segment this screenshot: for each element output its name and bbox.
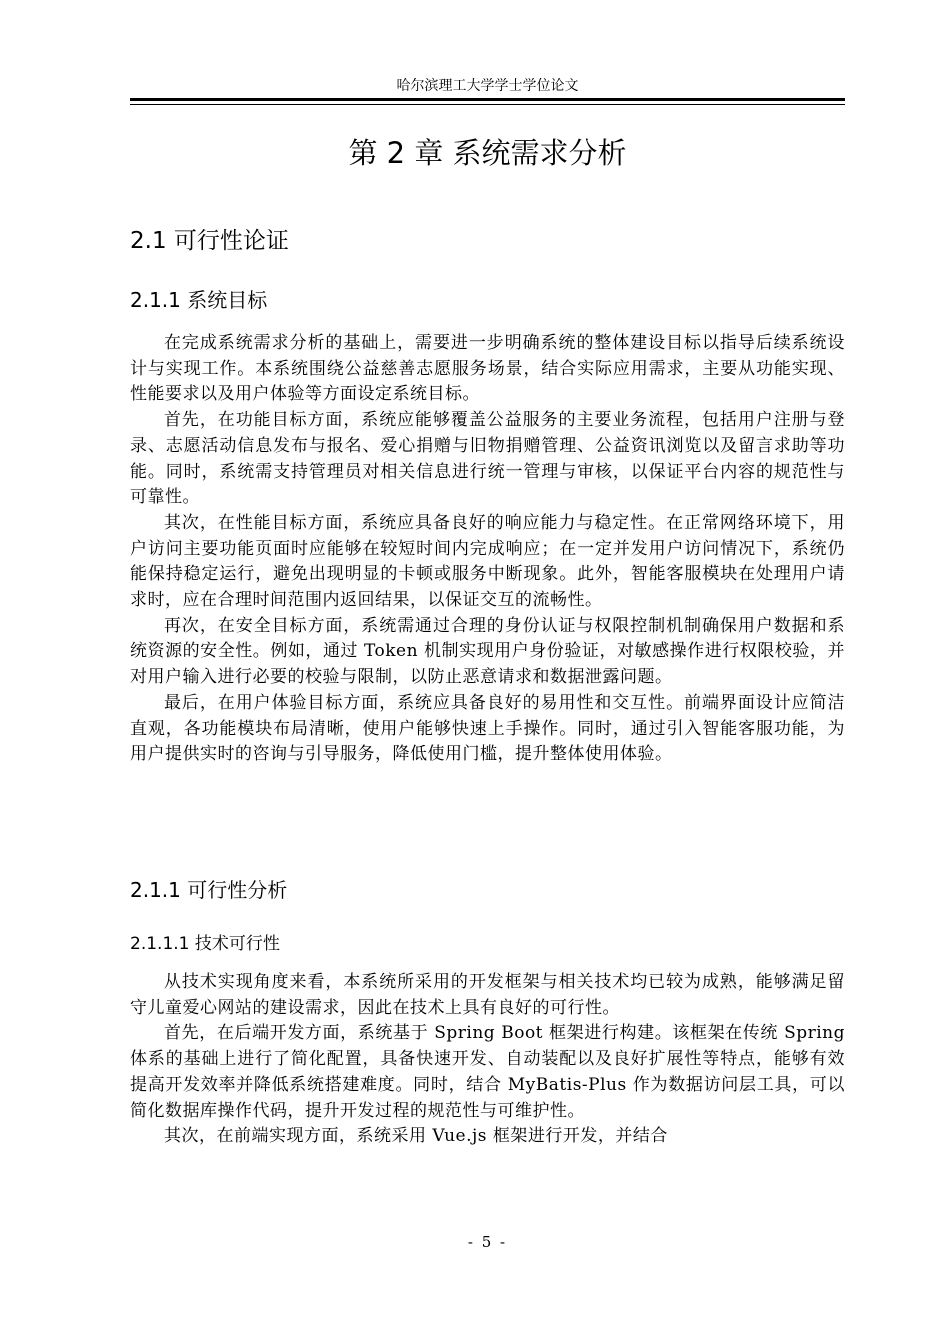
paragraph: 最后，在用户体验目标方面，系统应具备良好的易用性和交互性。前端界面设计应简洁直观，各功能模块布局清晰，使用户能够快速上手操作。同时，通过引入智能客服功能，为用户提供实时的咨询与引导服务，降低使用门槛，提升整体使用体验。 bbox=[130, 692, 845, 765]
header-rule-thick bbox=[130, 98, 845, 101]
chapter-title: 第 2 章 系统需求分析 bbox=[348, 136, 627, 170]
header-rule-thin bbox=[130, 104, 845, 105]
paragraph: 首先，在功能目标方面，系统应能够覆盖公益服务的主要业务流程，包括用户注册与登录、志愿活动信息发布与报名、爱心捐赠与旧物捐赠管理、公益资讯浏览以及留言求助等功能。同时，系统需支持管理员对相关信息进行统一管理与审核，以保证平台内容的规范性与可靠性。 bbox=[130, 410, 845, 508]
paragraph: 在完成系统需求分析的基础上，需要进一步明确系统的整体建设目标以指导后续系统设计与实现工作。本系统围绕公益慈善志愿服务场景，结合实际应用需求，主要从功能实现、性能要求以及用户体验等方面设定系统目标。 bbox=[130, 333, 845, 405]
running-header: 哈尔滨理工大学学士学位论文 bbox=[396, 78, 579, 94]
section-heading-system-goals: 2.1.1 系统目标 bbox=[130, 288, 268, 312]
paragraph: 从技术实现角度来看，本系统所采用的开发框架与相关技术均已较为成熟，能够满足留守儿童爱心网站的建设需求，因此在技术上具有良好的可行性。 bbox=[130, 972, 845, 1018]
section-heading-technical-feasibility: 2.1.1.1 技术可行性 bbox=[130, 934, 280, 954]
system-goals-body bbox=[130, 331, 845, 768]
paragraph: 首先，在后端开发方面，系统基于 Spring Boot 框架进行构建。该框架在传统 Spring 体系的基础上进行了简化配置，具备快速开发、自动装配以及良好扩展性等特点，能够有效提高开发效率并降低系统搭建难度。同时，结合 MyBatis-Plus 作为数据访问层工具，可以简化数据库操作代码，提升开发过程的规范性与可维护性。 bbox=[130, 1023, 845, 1121]
technical-feasibility-body bbox=[130, 970, 845, 1150]
paragraph: 再次，在安全目标方面，系统需通过合理的身份认证与权限控制机制确保用户数据和系统资源的安全性。例如，通过 Token 机制实现用户身份验证，对敏感操作进行权限校验，并对用户输入进行必要的校验与限制，以防止恶意请求和数据泄露问题。 bbox=[130, 615, 845, 688]
section-heading-feasibility-analysis: 2.1.1 可行性分析 bbox=[130, 878, 288, 902]
paragraph: 其次，在性能目标方面，系统应具备良好的响应能力与稳定性。在正常网络环境下，用户访问主要功能页面时应能够在较短时间内完成响应；在一定并发用户访问情况下，系统仍能保持稳定运行，避免出现明显的卡顿或服务中断现象。此外，智能客服模块在处理用户请求时，应在合理时间范围内返回结果，以保证交互的流畅性。 bbox=[130, 512, 845, 611]
paragraph: 其次，在前端实现方面，系统采用 Vue.js 框架进行开发，并结合 bbox=[164, 1126, 668, 1147]
page-number: - 5 - bbox=[467, 1233, 508, 1251]
section-heading-2-1: 2.1 可行性论证 bbox=[130, 228, 289, 254]
